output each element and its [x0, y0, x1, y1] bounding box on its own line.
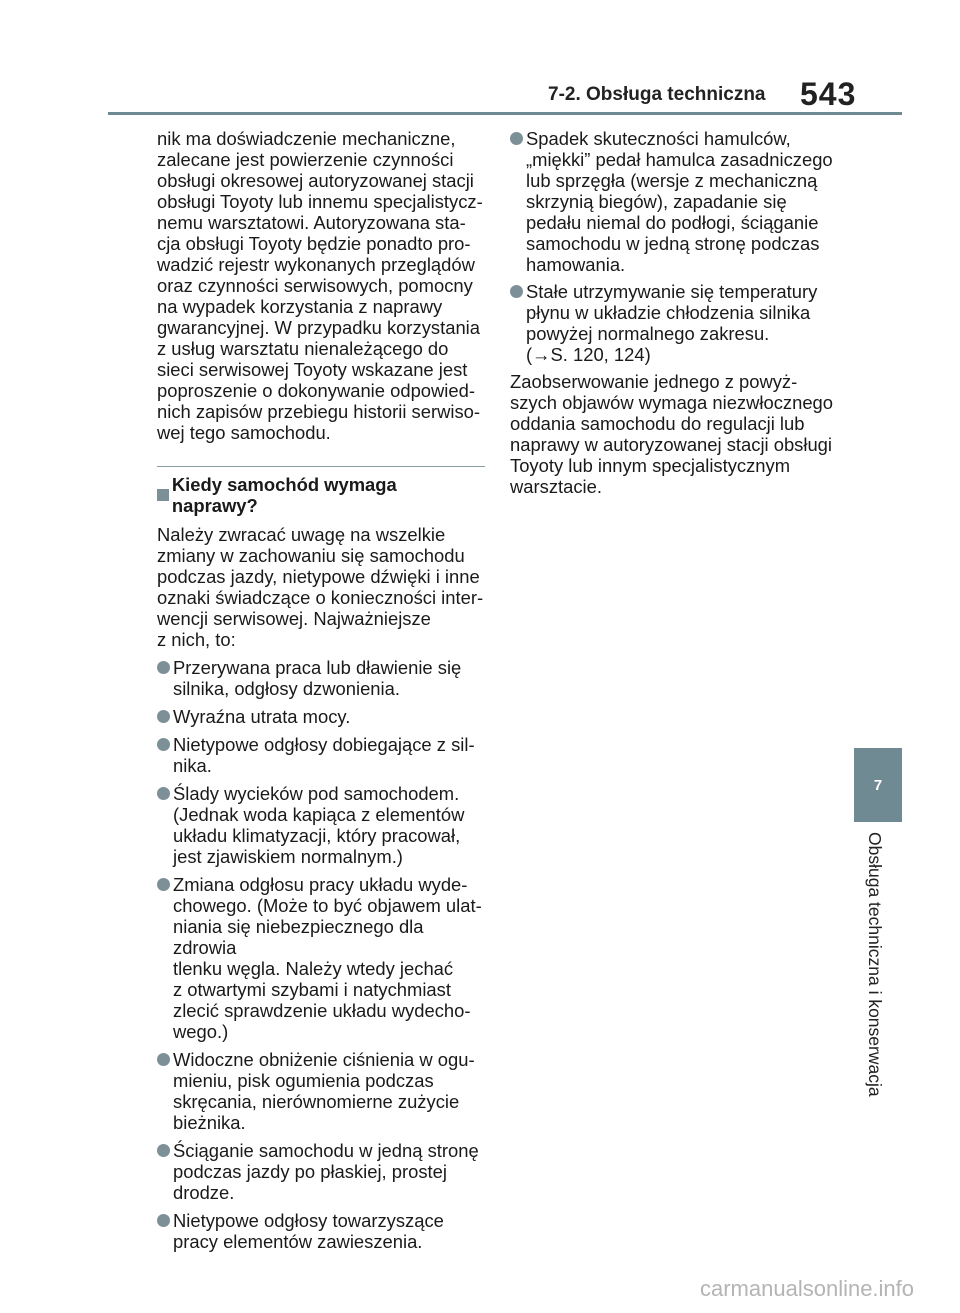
list-item-text: Przerywana praca lub dławienie się silnika, odgłosy dzwonienia. — [173, 657, 462, 699]
section-title: 7-2. Obsługa techniczna — [548, 84, 766, 105]
circle-bullet-icon — [157, 738, 170, 751]
chapter-tab — [854, 748, 902, 822]
symptom-list — [157, 657, 485, 1252]
chapter-title: Obsługa techniczna i konserwacja — [865, 832, 885, 1097]
list-item — [157, 734, 485, 776]
circle-bullet-icon — [510, 285, 523, 298]
page-number: 543 — [800, 76, 857, 112]
section-heading — [157, 474, 485, 516]
right-column — [510, 128, 850, 515]
list-item — [157, 1140, 485, 1203]
list-item-text: Wyraźna utrata mocy. — [173, 706, 351, 727]
list-item-text: Ściąganie samochodu w jedną stronę podczas jazdy po płaskiej, prostej drodze. — [173, 1140, 479, 1203]
list-item-text: Ślady wycieków pod samochodem. (Jednak woda kapiąca z elementów układu klimatyzacji, który pracował, jest zjawiskiem normalnym.) — [173, 783, 465, 867]
list-item — [510, 281, 850, 365]
chapter-number: 7 — [873, 776, 883, 794]
left-column — [157, 128, 485, 1259]
section-intro-paragraph: Należy zwracać uwagę na wszelkie zmiany w zachowaniu się samochodu podczas jazdy, nietypowe dźwięki i inne oznaki świadczące o konieczności inter- wencji serwisowej. Najważniejsze z nich, to: — [157, 524, 484, 650]
list-item — [510, 128, 850, 275]
conclusion-paragraph: Zaobserwowanie jednego z powyż- szych objawów wymaga niezwłocznego oddania samochodu do regulacji lub naprawy w autoryzowanej stacji obsługi Toyoty lub innym specjalistycznym warsztacie. — [510, 371, 834, 497]
circle-bullet-icon — [510, 132, 523, 145]
list-item — [157, 657, 485, 699]
square-heading-icon — [157, 489, 169, 501]
watermark: carmanualsonline.info — [700, 1276, 915, 1301]
list-item — [157, 1210, 485, 1252]
list-item-text: Spadek skuteczności hamulców, „miękki” pedał hamulca zasadniczego lub sprzęgła (wersje z mechaniczną skrzynią biegów), zapadanie się pedału niemal do podłogi, ściąganie samochodu w jedną stronę podczas hamowania. — [526, 128, 833, 275]
list-item — [157, 706, 485, 727]
list-item — [157, 1049, 485, 1133]
list-item-text: Zmiana odgłosu pracy układu wyde- chowego. (Może to być objawem ulat- niania się niebezpiecznego dla zdrowia tlenku węgla. Należy wtedy jechać z otwartymi szybami i natychmiast zlecić sprawdzenie układu wydecho- wego.) — [173, 874, 482, 1042]
circle-bullet-icon — [157, 661, 170, 674]
circle-bullet-icon — [157, 1053, 170, 1066]
circle-bullet-icon — [157, 1144, 170, 1157]
section-heading-text: Kiedy samochód wymaga naprawy? — [171, 474, 397, 516]
header-divider — [108, 112, 902, 115]
list-item-text: Nietypowe odgłosy dobiegające z sil- nika. — [173, 734, 475, 776]
list-item — [157, 783, 485, 867]
intro-paragraph: nik ma doświadczenie mechaniczne, zalecane jest powierzenie czynności obsługi okresowej autoryzowanej stacji obsługi Toyoty lub innemu specjalistycz- nemu warsztatowi. Autoryzowana sta- cja obsługi Toyoty będzie ponadto pro- wadzić rejestr wykonanych przeglądów oraz czynności serwisowych, pomocny na wypadek korzystania z naprawy gwarancyjnej. W przypadku korzystania z usług warsztatu nienależącego do sieci serwisowej Toyoty wskazane jest poproszenie o dokonywanie odpowied- nich zapisów przebiegu historii serwiso- wej tego samochodu. — [157, 128, 483, 443]
circle-bullet-icon — [157, 878, 170, 891]
symptom-list-continued — [510, 128, 850, 365]
section-divider — [157, 466, 485, 467]
circle-bullet-icon — [157, 787, 170, 800]
circle-bullet-icon — [157, 710, 170, 723]
list-item-text: Nietypowe odgłosy towarzyszące pracy elementów zawieszenia. — [173, 1210, 444, 1252]
circle-bullet-icon — [157, 1214, 170, 1227]
list-item-text: Stałe utrzymywanie się temperatury płynu w układzie chłodzenia silnika powyżej normalnego zakresu. (→S. 120, 124) — [526, 281, 818, 365]
list-item-text: Widoczne obniżenie ciśnienia w ogu- mieniu, pisk ogumienia podczas skręcania, nierównomierne zużycie bieżnika. — [173, 1049, 475, 1133]
list-item — [157, 874, 485, 1042]
